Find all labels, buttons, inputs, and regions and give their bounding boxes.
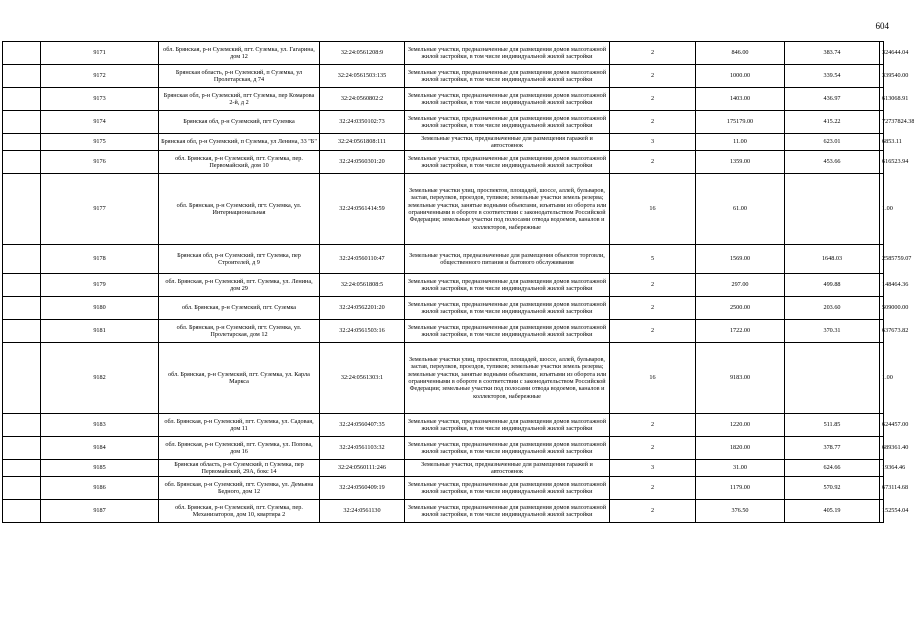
land-use-cell: Земельные участки, предназначенные для размещения домов малоэтажной жилой застройки, в том числе индивидуальной жилой застройки [405, 477, 610, 500]
blank-left-cell [3, 274, 41, 297]
area-cell: 175179.00 [696, 111, 785, 134]
land-use-cell: Земельные участки, предназначенные для размещения объектов торговли, общественного питания и бытового обслуживания [405, 245, 610, 274]
group-number-cell: 2 [610, 274, 696, 297]
cadastral-value-cell: 673114.68 [880, 477, 884, 500]
table-row [3, 174, 884, 245]
blank-left-cell [3, 111, 41, 134]
row-number: 9179 [41, 274, 159, 297]
rate-cell [785, 343, 880, 414]
group-number-cell: 3 [610, 460, 696, 477]
address-cell: обл. Брянская, р-н Суземский, пгт. Суземка, ул. Пролетарская, дом 12 [159, 320, 320, 343]
cadastral-number-cell: 32:24:0561503:135 [320, 65, 405, 88]
row-number: 9184 [41, 437, 159, 460]
address-cell: обл. Брянская, р-н Суземский, пгт. Суземка, ул. Демьяна Бедного, дом 12 [159, 477, 320, 500]
blank-left-cell [3, 500, 41, 523]
rate-cell: 453.66 [785, 151, 880, 174]
group-number-cell: 2 [610, 88, 696, 111]
address-cell: Брянская область, р-н Суземский, п Суземка, ул Пролетарская, д 74 [159, 65, 320, 88]
land-use-cell: Земельные участки, предназначенные для размещения домов малоэтажной жилой застройки, в том числе индивидуальной жилой застройки [405, 414, 610, 437]
cadastral-number-cell: 32:24:0561808:111 [320, 134, 405, 151]
blank-left-cell [3, 460, 41, 477]
land-use-cell: Земельные участки, предназначенные для размещения домов малоэтажной жилой застройки, в том числе индивидуальной жилой застройки [405, 151, 610, 174]
blank-left-cell [3, 134, 41, 151]
area-cell: 1000.00 [696, 65, 785, 88]
row-number: 9186 [41, 477, 159, 500]
land-use-cell: Земельные участки, предназначенные для размещения гаражей и автостоянок [405, 460, 610, 477]
address-cell: Брянская область, р-н Суземский, п Суземка, пер Первомайский, 29А, бокс 14 [159, 460, 320, 477]
cadastral-number-cell: 32:24:0560407:35 [320, 414, 405, 437]
rate-cell: 499.88 [785, 274, 880, 297]
rate-cell: 1648.03 [785, 245, 880, 274]
table-row [3, 414, 884, 437]
table-row [3, 274, 884, 297]
cadastral-value-cell: 613068.91 [880, 88, 884, 111]
address-cell: обл. Брянская, р-н Суземский, пгт. Суземка, пер. Механизаторов, дом 10, квартира 2 [159, 500, 320, 523]
row-number: 9171 [41, 42, 159, 65]
group-number-cell: 16 [610, 343, 696, 414]
cadastral-value-cell: 6853.11 [880, 134, 884, 151]
table-row [3, 88, 884, 111]
group-number-cell: 16 [610, 174, 696, 245]
address-cell: обл. Брянская, р-н Суземский, пгт. Суземка, ул. Ленина, дом 29 [159, 274, 320, 297]
area-cell: 31.00 [696, 460, 785, 477]
area-cell: 1820.00 [696, 437, 785, 460]
blank-left-cell [3, 151, 41, 174]
row-number: 9182 [41, 343, 159, 414]
area-cell: 1403.00 [696, 88, 785, 111]
address-cell: Брянская обл, р-н Суземский, п Суземка, ул Ленина, 33 "Б" [159, 134, 320, 151]
cadastral-number-cell: 32:24:0561503:16 [320, 320, 405, 343]
rate-cell: 415.22 [785, 111, 880, 134]
cadastral-value-cell: 72737824.38 [880, 111, 884, 134]
area-cell: 2500.00 [696, 297, 785, 320]
land-use-cell: Земельные участки, предназначенные для размещения домов малоэтажной жилой застройки, в том числе индивидуальной жилой застройки [405, 42, 610, 65]
land-plot-registry-table [2, 41, 914, 523]
area-cell: 1220.00 [696, 414, 785, 437]
row-number: 9185 [41, 460, 159, 477]
cadastral-value-cell: 2585759.07 [880, 245, 884, 274]
cadastral-number-cell: 32:24:0561208:9 [320, 42, 405, 65]
land-use-cell: Земельные участки, предназначенные для размещения домов малоэтажной жилой застройки, в том числе индивидуальной жилой застройки [405, 320, 610, 343]
blank-left-cell [3, 174, 41, 245]
table-row [3, 245, 884, 274]
blank-left-cell [3, 437, 41, 460]
table-row [3, 42, 884, 65]
group-number-cell: 2 [610, 437, 696, 460]
blank-left-cell [3, 65, 41, 88]
cadastral-value-cell: 616523.94 [880, 151, 884, 174]
cadastral-number-cell: 32:24:0561103:32 [320, 437, 405, 460]
table-row [3, 343, 884, 414]
blank-left-cell [3, 297, 41, 320]
area-cell: 1569.00 [696, 245, 785, 274]
table-row [3, 111, 884, 134]
area-cell: 1722.00 [696, 320, 785, 343]
page-number: 604 [875, 21, 889, 31]
group-number-cell: 2 [610, 65, 696, 88]
cadastral-value-cell: 152554.04 [880, 500, 884, 523]
table-row [3, 134, 884, 151]
row-number: 9173 [41, 88, 159, 111]
table-row [3, 460, 884, 477]
cadastral-value-cell: 1.00 [880, 174, 884, 245]
table-row [3, 437, 884, 460]
cadastral-number-cell: 32:24:0560110:47 [320, 245, 405, 274]
row-number: 9178 [41, 245, 159, 274]
address-cell: обл. Брянская, р-н Суземский, пгт. Суземка, ул. Карла Маркса [159, 343, 320, 414]
address-cell: обл. Брянская, р-н Суземский, пгт. Суземка, ул. Садовая, дом 11 [159, 414, 320, 437]
blank-left-cell [3, 88, 41, 111]
group-number-cell: 2 [610, 297, 696, 320]
row-number: 9180 [41, 297, 159, 320]
row-number: 9183 [41, 414, 159, 437]
cadastral-number-cell: 32:24:0561414:59 [320, 174, 405, 245]
group-number-cell: 2 [610, 151, 696, 174]
table-row [3, 297, 884, 320]
group-number-cell: 2 [610, 111, 696, 134]
rate-cell: 339.54 [785, 65, 880, 88]
land-use-cell: Земельные участки улиц, проспектов, площадей, шоссе, аллей, бульваров, застав, переулков, проездов, тупиков; земельные участки земель резерва; земельные участки, занятые водными объектами, изъятыми из оборота или ограниченными в обороте в соответствии с законодательством Российской Федерации; земельные участки под полосами отвода водоемов, каналов и коллекторов, набережные [405, 174, 610, 245]
rate-cell: 436.97 [785, 88, 880, 111]
row-number: 9174 [41, 111, 159, 134]
group-number-cell: 2 [610, 477, 696, 500]
land-use-cell: Земельные участки, предназначенные для размещения домов малоэтажной жилой застройки, в том числе индивидуальной жилой застройки [405, 88, 610, 111]
area-cell: 11.00 [696, 134, 785, 151]
land-use-cell: Земельные участки, предназначенные для размещения домов малоэтажной жилой застройки, в том числе индивидуальной жилой застройки [405, 274, 610, 297]
land-use-cell: Земельные участки, предназначенные для размещения домов малоэтажной жилой застройки, в том числе индивидуальной жилой застройки [405, 500, 610, 523]
group-number-cell: 3 [610, 134, 696, 151]
blank-left-cell [3, 343, 41, 414]
cadastral-number-cell: 32:24:0560802:2 [320, 88, 405, 111]
row-number: 9187 [41, 500, 159, 523]
land-use-cell: Земельные участки улиц, проспектов, площадей, шоссе, аллей, бульваров, застав, переулков, проездов, тупиков; земельные участки земель резерва; земельные участки, занятые водными объектами, изъятыми из оборота или ограниченными в обороте в соответствии с законодательством Российской Федерации; земельные участки под полосами отвода водоемов, каналов и коллекторов, набережные [405, 343, 610, 414]
rate-cell: 378.77 [785, 437, 880, 460]
row-number: 9175 [41, 134, 159, 151]
rate-cell: 370.31 [785, 320, 880, 343]
address-cell: Брянская обл, р-н Суземский, пгт Суземка, пер Комарова 2-й, д 2 [159, 88, 320, 111]
area-cell: 61.00 [696, 174, 785, 245]
cadastral-value-cell: 509000.00 [880, 297, 884, 320]
area-cell: 297.00 [696, 274, 785, 297]
blank-left-cell [3, 245, 41, 274]
area-cell: 376.50 [696, 500, 785, 523]
cadastral-number-cell: 32:24:0562201:20 [320, 297, 405, 320]
cadastral-value-cell: 689361.40 [880, 437, 884, 460]
cadastral-value-cell: 148464.36 [880, 274, 884, 297]
group-number-cell: 2 [610, 42, 696, 65]
area-cell: 9183.00 [696, 343, 785, 414]
area-cell: 846.00 [696, 42, 785, 65]
cadastral-number-cell: 32:24:0560111:246 [320, 460, 405, 477]
table-row [3, 477, 884, 500]
group-number-cell: 5 [610, 245, 696, 274]
rate-cell: 405.19 [785, 500, 880, 523]
row-number: 9181 [41, 320, 159, 343]
group-number-cell: 2 [610, 320, 696, 343]
table-body [3, 42, 914, 523]
cadastral-value-cell: 339540.00 [880, 65, 884, 88]
row-number: 9172 [41, 65, 159, 88]
blank-left-cell [3, 477, 41, 500]
cadastral-value-cell: 324644.04 [880, 42, 884, 65]
address-cell: Брянская обл, р-н Суземский, пгт Суземка, пер Строителей, д 9 [159, 245, 320, 274]
row-number: 9176 [41, 151, 159, 174]
cadastral-value-cell: 19364.46 [880, 460, 884, 477]
table-row [3, 151, 884, 174]
rate-cell: 383.74 [785, 42, 880, 65]
cadastral-number-cell: 32:24:0561303:1 [320, 343, 405, 414]
rate-cell [785, 174, 880, 245]
cadastral-number-cell: 32:24:0560301:20 [320, 151, 405, 174]
rate-cell: 570.92 [785, 477, 880, 500]
address-cell: обл. Брянская, р-н Суземский, пгт. Суземка, ул. Попова, дом 16 [159, 437, 320, 460]
cadastral-value-cell: 624457.00 [880, 414, 884, 437]
land-use-cell: Земельные участки, предназначенные для размещения домов малоэтажной жилой застройки, в том числе индивидуальной жилой застройки [405, 111, 610, 134]
cadastral-number-cell: 32:24:0561130 [320, 500, 405, 523]
land-use-cell: Земельные участки, предназначенные для размещения домов малоэтажной жилой застройки, в том числе индивидуальной жилой застройки [405, 437, 610, 460]
rate-cell: 624.66 [785, 460, 880, 477]
cadastral-number-cell: 32:24:0560409:19 [320, 477, 405, 500]
blank-left-cell [3, 414, 41, 437]
land-use-cell: Земельные участки, предназначенные для размещения домов малоэтажной жилой застройки, в том числе индивидуальной жилой застройки [405, 297, 610, 320]
row-number: 9177 [41, 174, 159, 245]
blank-left-cell [3, 42, 41, 65]
table-row [3, 65, 884, 88]
land-use-cell: Земельные участки, предназначенные для размещения домов малоэтажной жилой застройки, в том числе индивидуальной жилой застройки [405, 65, 610, 88]
cadastral-number-cell: 32:24:0561808:5 [320, 274, 405, 297]
cadastral-number-cell: 32:24:0350102:73 [320, 111, 405, 134]
address-cell: обл. Брянская, р-н Суземский, пгт. Суземка [159, 297, 320, 320]
address-cell: обл. Брянская, р-н Суземский, пгт. Суземка, ул. Гагарина, дом 12 [159, 42, 320, 65]
cadastral-value-cell: 1.00 [880, 343, 884, 414]
group-number-cell: 2 [610, 500, 696, 523]
table-row [3, 500, 884, 523]
rate-cell: 511.85 [785, 414, 880, 437]
area-cell: 1359.00 [696, 151, 785, 174]
land-use-cell: Земельные участки, предназначенные для размещения гаражей и автостоянок [405, 134, 610, 151]
rate-cell: 623.01 [785, 134, 880, 151]
cadastral-value-cell: 637673.82 [880, 320, 884, 343]
group-number-cell: 2 [610, 414, 696, 437]
area-cell: 1179.00 [696, 477, 785, 500]
address-cell: обл. Брянская, р-н Суземский, пгт. Суземка, ул. Интернациональная [159, 174, 320, 245]
table-row [3, 320, 884, 343]
blank-left-cell [3, 320, 41, 343]
rate-cell: 203.60 [785, 297, 880, 320]
address-cell: Брянская обл, р-н Суземский, пгт Суземка [159, 111, 320, 134]
address-cell: обл. Брянская, р-н Суземский, пгт. Суземка, пер. Первомайский, дом 10 [159, 151, 320, 174]
